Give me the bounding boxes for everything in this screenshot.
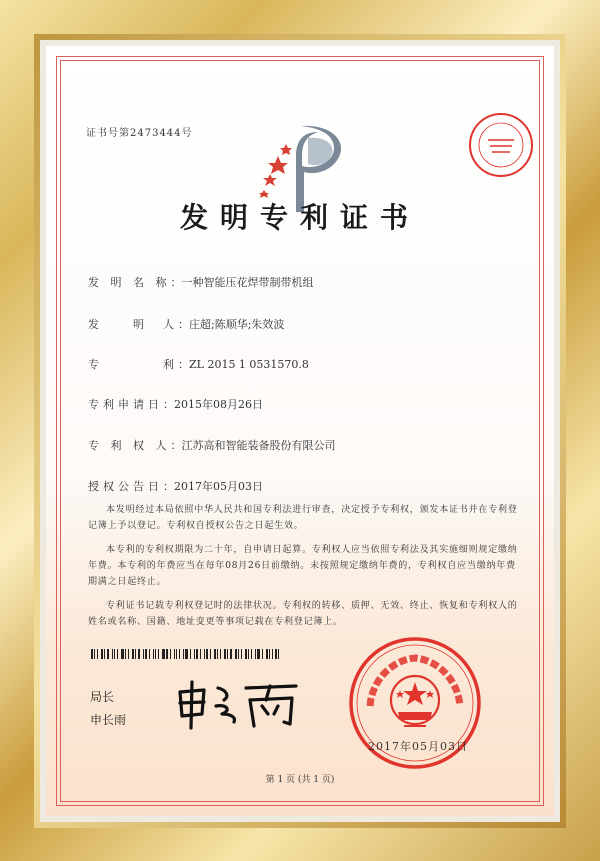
barcode-bar [128,649,129,659]
signature-icon [174,678,304,730]
barcode-bar [179,649,180,659]
barcode-bar [135,649,136,659]
barcode-bar [138,649,141,659]
director-name: 申长雨 [90,713,127,727]
barcode-bar [275,649,277,659]
barcode-bar [166,649,168,659]
barcode-bar [194,649,196,659]
barcode-bar [255,649,257,659]
barcode-bar [94,649,95,659]
barcode-bar [176,649,178,659]
paragraph-term: 本专利的专利权期限为二十年，自申请日起算。专利权人应当依照专利法及其实施细则规定缴纳年费。本专利的年费应当在每年08月26日前缴纳。未按照规定缴纳年费的，专利权自应当缴纳年费期满之日起终止。 [88,545,518,587]
barcode-bar [220,649,221,659]
seal-date: 2017年05月03日 [368,740,468,753]
barcode-bar [248,649,249,659]
barcode-bar [132,649,134,659]
barcode-bar [224,649,226,659]
barcode-bar [257,649,260,659]
barcode-bar [210,649,211,659]
barcode-bar [145,649,147,659]
field-inventor: 发 明 人：庄超;陈顺华;朱效波 [88,318,285,331]
barcode-bar [104,649,105,659]
field-patent-number: 专 利：ZL 2015 1 0531570.8 [88,358,309,371]
field-patentee: 专 利 权 人：江苏高和智能装备股份有限公司 [88,439,336,452]
barcode-bar [278,649,279,659]
barcode-bar [204,649,205,659]
field-announcement-date: 授权公告日：2017年05月03日 [88,480,263,493]
barcode-bar [97,649,98,659]
barcode-bar [241,649,242,659]
barcode-bar [230,649,232,659]
barcode-bar [107,649,109,659]
barcode-bar [162,649,165,659]
barcode-bar [170,649,171,659]
barcode-bar [214,649,217,659]
barcode-bar [158,649,159,659]
barcode-bar [235,649,238,659]
certificate-paper [46,46,554,816]
barcode-bar [143,649,144,659]
barcode-bar [183,649,184,659]
barcode-bar [245,649,247,659]
barcode-bar [125,649,126,659]
barcode-bar [155,649,157,659]
certificate-number: 证书号第2473444号 [86,128,193,139]
barcode-bar [101,649,104,659]
barcode-bar [174,649,175,659]
barcode-bar [238,649,239,659]
barcode-bar [217,649,218,659]
barcode-bar [112,649,113,659]
barcode-bar [114,649,115,659]
barcode-bar [117,649,119,659]
barcode-bar [262,649,263,659]
director-title: 局长 [90,690,115,704]
barcode-bar [266,649,268,659]
paragraph-grant: 本发明经过本局依照中华人民共和国专利法进行审查，决定授予专利权，颁发本证书并在专利登记簿上予以登记。专利权自授权公告之日起生效。 [88,505,518,531]
barcode-bar [190,649,191,659]
barcode-bar [149,649,150,659]
barcode-bar [91,649,93,659]
barcode-bar [185,649,188,659]
barcode-bar [121,649,124,659]
certificate-title: 发明专利证书 [179,201,420,234]
page-number: 第 1 页 (共 1 页) [265,775,335,785]
barcode [91,649,281,659]
tax-stamp-icon [466,110,536,180]
barcode-bar [196,649,198,659]
barcode-bar [251,649,252,659]
barcode-bar [206,649,208,659]
barcode-bar [269,649,270,659]
paragraph-legal-status: 专利证书记载专利权登记时的法律状况。专利权的转移、质押、无效、终止、恢复和专利权人的姓名或名称、国籍、地址变更等事项记载在专利登记簿上。 [88,601,518,627]
barcode-bar [227,649,228,659]
barcode-bar [272,649,273,659]
field-invention-name: 发 明 名 称：一种智能压花焊带制带机组 [88,276,314,289]
field-application-date: 专利申请日：2015年08月26日 [88,398,263,411]
barcode-bar [200,649,201,659]
barcode-bar [153,649,154,659]
